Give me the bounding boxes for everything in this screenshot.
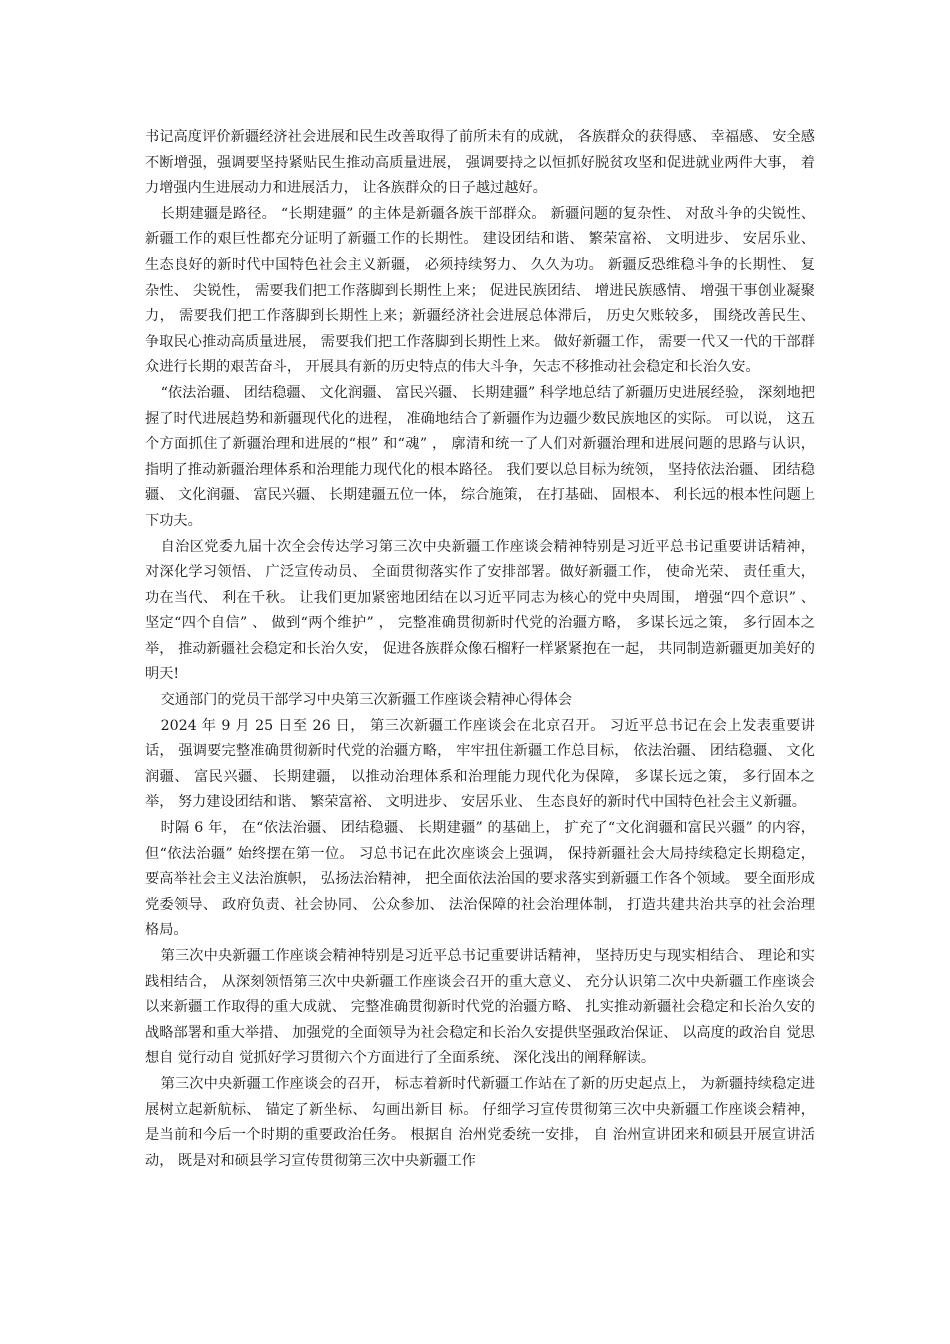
paragraph-2: 长期建疆是路径。 “长期建疆” 的主体是新疆各族干部群众。 新疆问题的复杂性、 对敌斗争的尖锐性、 新疆工作的艰巨性都充分证明了新疆工作的长期性。 建设团结和谐、 繁荣富裕、 文明进步、 安居乐业、 生态良好的新时代中国特色社会主义新疆， 必须持续努力、 久久为功。 新疆反恐维稳斗争的长期性、 复杂性、 尖锐性， 需要我们把工作落脚到长期性上来； 促进民族团结、 增进民族感情、 增强干事创业凝聚力， 需要我们把工作落脚到长期性上来；新疆经济社会进展总体滞后， 历史欠账较多， 围绕改善民生、 争取民心推动高质量进展， 需要我们把工作落脚到长期性上来。 做好新疆工作， 需要一代又一代的干部群众进行长期的艰苦奋斗， 开展具有新的历史特点的伟大斗争，矢志不移推动社会稳定和长治久安。 bbox=[145, 205, 815, 376]
paragraph-7: 第三次中央新疆工作座谈会精神特别是习近平总书记重要讲话精神， 坚持历史与现实相结合、 理论和实践相结合， 从深刻领悟第三次中央新疆工作座谈会召开的重大意义、 充分认识第二次中央新疆工作座谈会以来新疆工作取得的重大成就、 完整准确贯彻新时代党的治疆方略、 扎实推动新疆社会稳定和长治久安的战略部署和重大举措、 加强党的全面领导为社会稳定和长治久安提供坚强政治保证、 以高度的政治自 觉思想自 觉行动自 觉抓好学习贯彻六个方面进行了全面系统、 深化浅出的阐释解读。 bbox=[145, 948, 815, 1067]
paragraph-4: 自治区党委九届十次全会传达学习第三次中央新疆工作座谈会精神特别是习近平总书记重要讲话精神， 对深化学习领悟、 广泛宣传动员、 全面贯彻落实作了安排部署。做好新疆工作， 使命光荣、 责任重大， 功在当代、 利在千秋。 让我们更加紧密地团结在以习近平同志为核心的党中央周围， 增强“四个意识” 、 坚定“四个自信” 、 做到“两个维护” ， 完整准确贯彻新时代党的治疆方略， 多谋长远之策， 多行固本之举， 推动新疆社会稳定和长治久安， 促进各族群众像石榴籽一样紧紧抱在一起， 共同制造新疆更加美好的明天! bbox=[145, 538, 815, 683]
paragraph-8: 第三次中央新疆工作座谈会的召开， 标志着新时代新疆工作站在了新的历史起点上， 为新疆持续稳定进展树立起新航标、 锚定了新坐标、 勾画出新目 标。 仔细学习宣传贯彻第三次中央新疆工作座谈会精神， 是当前和今后一个时期的重要政治任务。 根据自 治州党委统一安排， 自 治州宣讲团来和硕县开展宣讲活动， 既是对和硕县学习宣传贯彻第三次中央新疆工作 bbox=[145, 1075, 815, 1169]
paragraph-3: “依法治疆、 团结稳疆、 文化润疆、 富民兴疆、 长期建疆” 科学地总结了新疆历史进展经验， 深刻地把握了时代进展趋势和新疆现代化的进程， 准确地结合了新疆作为边疆少数民族地区的实际。 可以说， 这五个方面抓住了新疆治理和进展的“根” 和“魂” ， 廓清和统一了人们对新疆治理和进展问题的思路与认识， 指明了推动新疆治理体系和治理能力现代化的根本路径。 我们要以总目标为统领， 坚持依法治疆、 团结稳疆、 文化润疆、 富民兴疆、 长期建疆五位一体， 综合施策， 在打基础、 固根本、 利长远的根本性问题上下功夫。 bbox=[145, 384, 816, 529]
paragraph-6: 时隔 6 年， 在“依法治疆、 团结稳疆、 长期建疆” 的基础上， 扩充了“文化润疆和富民兴疆” 的内容， 但“依法治疆” 始终摆在第一位。 习总书记在此次座谈会上强调， 保持新疆社会大局持续稳定长期稳定， 要高举社会主义法治旗帜， 弘扬法治精神， 把全面依法治国的要求落实到新疆工作各个领域。 要全面形成党委领导、 政府负责、社会协同、 公众参加、 法治保障的社会治理体制， 打造共建共治共享的社会治理格局。 bbox=[145, 820, 815, 939]
paragraph-5: 2024 年 9 月 25 日至 26 日， 第三次新疆工作座谈会在北京召开。 习近平总书记在会上发表重要讲话， 强调要完整准确贯彻新时代党的治疆方略， 牢牢扭住新疆工作总目标， 依法治疆、 团结稳疆、 文化润疆、 富民兴疆、 长期建疆， 以推动治理体系和治理能力现代化为保障， 多谋长远之策， 多行固本之举， 努力建设团结和谐、 繁荣富裕、 文明进步、 安居乐业、 生态良好的新时代中国特色社会主义新疆。 bbox=[145, 717, 815, 811]
section-heading: 交通部门的党员干部学习中央第三次新疆工作座谈会精神心得体会 bbox=[160, 692, 573, 709]
document-page bbox=[145, 125, 815, 1174]
paragraph-1: 书记高度评价新疆经济社会进展和民生改善取得了前所未有的成就， 各族群众的获得感、 幸福感、 安全感不断增强，强调要坚持紧贴民生推动高质量进展， 强调要持之以恒抓好脱贫攻坚和促进就业两件大事， 着力增强内生进展动力和进展活力， 让各族群众的日子越过越好。 bbox=[145, 129, 815, 197]
